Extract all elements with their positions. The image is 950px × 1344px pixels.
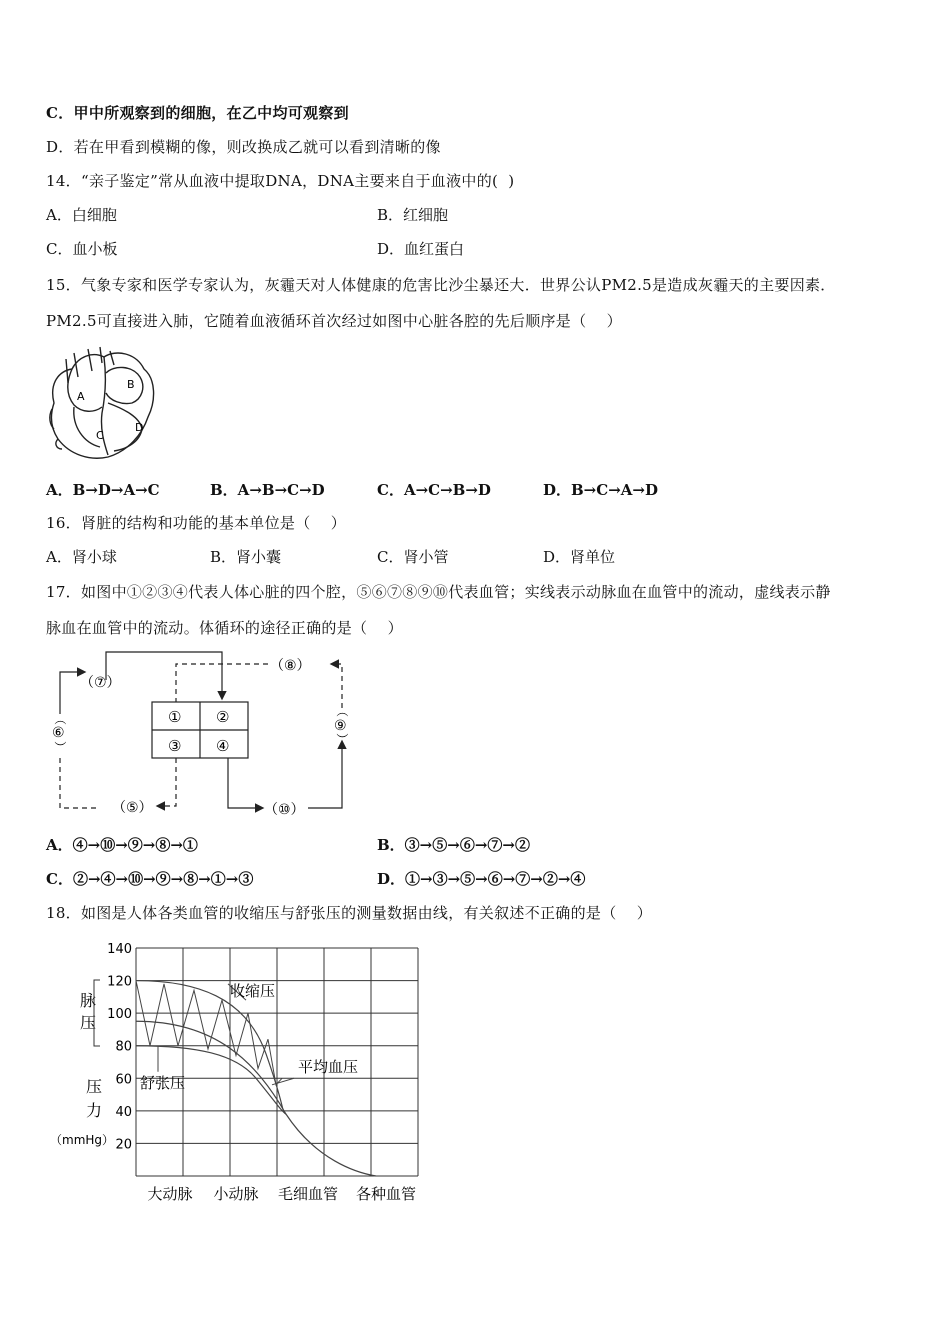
mean-pressure-line [136, 1021, 376, 1176]
y-tick-label: 100 [107, 1007, 132, 1023]
series-label-diastolic: 舒张压 [140, 1074, 186, 1092]
circulation-diagram [40, 650, 370, 825]
q16-option-c[interactable]: C．肾小管 [377, 548, 449, 566]
q17-option-b-label: B．③→⑤→⑥→⑦→② [377, 836, 530, 854]
vessel-6-open: （ [53, 713, 67, 726]
y-tick-label: 140 [107, 942, 132, 957]
ylabel-1: 压 [86, 1077, 103, 1096]
question-15-line-2: PM2.5可直接进入肺，它随着血液循环首次经过如图中心脏各腔的先后顺序是（ ） [46, 312, 622, 330]
q14-option-a[interactable]: A．白细胞 [46, 206, 117, 224]
question-16: 16．肾脏的结构和功能的基本单位是（ ） [46, 514, 347, 532]
question-18: 18．如图是人体各类血管的收缩压与舒张压的测量数据由线，有关叙述不正确的是（ ） [46, 904, 653, 922]
x-category-label: 毛细血管 [277, 1185, 339, 1203]
q15-option-b[interactable]: B．A→B→C→D [210, 481, 325, 499]
y-tick-label: 120 [107, 974, 132, 990]
ylabel-2: 力 [86, 1101, 103, 1120]
question-17-line-2: 脉血在血管中的流动。体循环的途径正确的是（ ） [46, 619, 403, 637]
q17-option-d[interactable] [377, 868, 585, 889]
q16-option-d[interactable]: D．肾单位 [543, 548, 616, 566]
heart-label-c: C [96, 429, 104, 442]
y-tick-label: 60 [115, 1072, 132, 1088]
chamber-1: ① [168, 708, 182, 726]
q17-option-b[interactable] [377, 834, 530, 855]
question-14: 14．“亲子鉴定”常从血液中提取DNA，DNA主要来自于血液中的( ) [46, 172, 515, 190]
chamber-4: ④ [216, 737, 230, 755]
vessel-6: ⑥ [52, 725, 65, 741]
q14-option-d[interactable]: D．血红蛋白 [377, 240, 465, 258]
q15-option-a[interactable]: A．B→D→A→C [46, 481, 160, 499]
q16-option-b[interactable]: B．肾小囊 [210, 548, 282, 566]
vessel-9: ⑨ [334, 718, 347, 734]
heart-diagram [44, 343, 162, 463]
vessel-9-open: （ [335, 705, 349, 718]
q17-option-a-label: A．④→⑩→⑨→⑧→① [46, 836, 198, 854]
x-category-label: 小动脉 [213, 1185, 259, 1203]
vessel-7: （⑦） [80, 675, 121, 691]
pulse-label-1: 脉 [80, 991, 97, 1010]
series-label-systolic: 收缩压 [230, 982, 276, 1000]
question-15-line-1: 15．气象专家和医学专家认为，灰霾天对人体健康的危害比沙尘暴还大．世界公认PM2.5是造成灰霾天的主要因素． [46, 276, 836, 294]
vessel-9-close: ） [335, 733, 349, 746]
chamber-2: ② [216, 708, 230, 726]
q15-option-c[interactable]: C．A→C→B→D [377, 481, 491, 499]
vessel-6-close: ） [53, 741, 67, 754]
heart-label-b: B [127, 378, 135, 391]
q17-option-c[interactable] [46, 868, 253, 889]
chamber-3: ③ [168, 737, 182, 755]
blood-pressure-chart [40, 932, 440, 1207]
x-category-label: 各种血管 [355, 1185, 417, 1203]
yunit: （mmHg） [50, 1133, 115, 1147]
x-category-label: 大动脉 [147, 1185, 193, 1203]
q14-option-c[interactable]: C．血小板 [46, 240, 118, 258]
heart-label-a: A [77, 390, 85, 403]
option-c-prev-question: C．甲中所观察到的细胞，在乙中均可观察到 [46, 104, 349, 122]
series-label-mean: 平均血压 [298, 1058, 359, 1076]
heart-label-d: D [135, 421, 144, 434]
q17-option-a[interactable] [46, 834, 198, 855]
q15-option-d[interactable]: D．B→C→A→D [543, 481, 658, 499]
q16-option-a[interactable]: A．肾小球 [46, 548, 117, 566]
y-tick-label: 40 [115, 1104, 132, 1120]
q17-option-c-label: C．②→④→⑩→⑨→⑧→①→③ [46, 870, 254, 888]
vessel-5: （⑤） [112, 800, 153, 816]
q14-option-b[interactable]: B．红细胞 [377, 206, 449, 224]
y-tick-label: 20 [115, 1137, 132, 1153]
option-d-prev-question: D．若在甲看到模糊的像，则改换成乙就可以看到清晰的像 [46, 138, 441, 156]
vessel-8: （⑧） [270, 658, 311, 674]
y-tick-label: 80 [115, 1039, 132, 1055]
question-17-line-1: 17．如图中①②③④代表人体心脏的四个腔，⑤⑥⑦⑧⑨⑩代表血管；实线表示动脉血在血管中的流动，虚线表示静 [46, 583, 831, 601]
q17-option-d-label: D．①→③→⑤→⑥→⑦→②→④ [377, 870, 586, 888]
vessel-10: （⑩） [264, 802, 305, 818]
pulse-label-2: 压 [80, 1013, 97, 1032]
